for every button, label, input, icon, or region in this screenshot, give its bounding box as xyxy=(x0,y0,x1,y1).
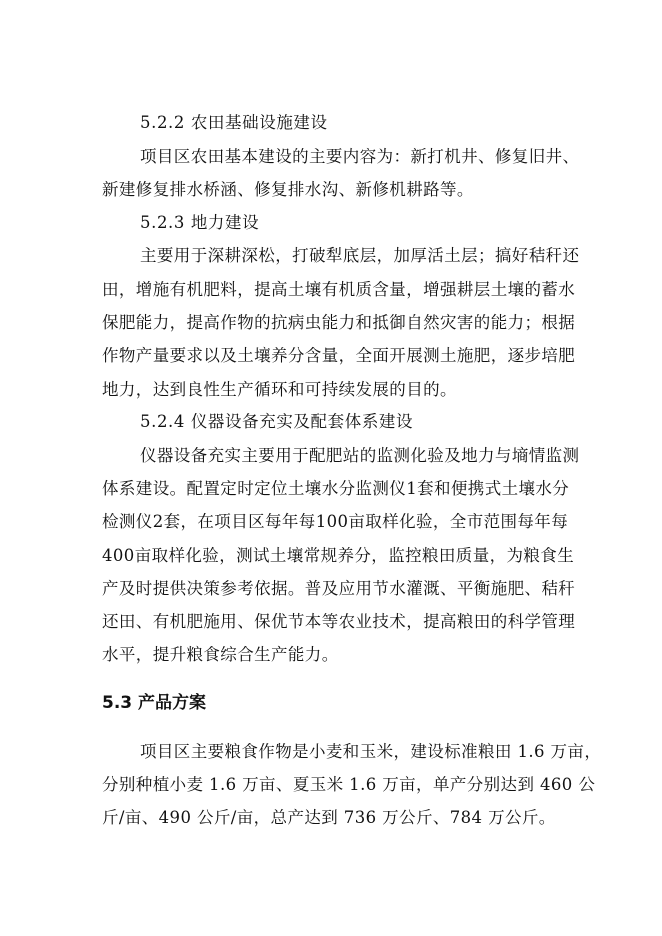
paragraph-line: 地力，达到良性生产循环和可持续发展的目的。 xyxy=(102,380,457,399)
paragraph-line: 仪器设备充实主要用于配肥站的监测化验及地力与墒情监测 xyxy=(140,446,580,465)
section-heading-5-3: 5.3 产品方案 xyxy=(102,693,207,713)
paragraph-line: 项目区主要粮食作物是小麦和玉米，建设标准粮田 1.6 万亩， xyxy=(140,742,602,761)
paragraph-line: 田，增施有机肥料，提高土壤有机质含量，增强耕层土壤的蓄水 xyxy=(102,280,576,299)
paragraph-line: 主要用于深耕深松，打破犁底层，加厚活土层；搞好秸秆还 xyxy=(140,246,580,265)
paragraph-line: 产及时提供决策参考依据。普及应用节水灌溉、平衡施肥、秸秆 xyxy=(102,579,576,598)
paragraph-line: 体系建设。配置定时定位土壤水分监测仪1套和便携式土壤水分 xyxy=(102,479,570,498)
subsection-heading-5-2-2: 5.2.2 农田基础设施建设 xyxy=(140,113,328,132)
subsection-heading-5-2-4: 5.2.4 仪器设备充实及配套体系建设 xyxy=(140,412,414,431)
paragraph-line: 检测仪2套，在项目区每年每100亩取样化验，全市范围每年每 xyxy=(102,512,569,531)
paragraph-line: 400亩取样化验，测试土壤常规养分，监控粮田质量，为粮食生 xyxy=(102,546,575,565)
paragraph-line: 斤/亩、490 公斤/亩，总产达到 736 万公斤、784 万公斤。 xyxy=(102,808,556,827)
paragraph-line: 分别种植小麦 1.6 万亩、夏玉米 1.6 万亩，单产分别达到 460 公 xyxy=(102,775,596,794)
paragraph-line: 水平，提升粮食综合生产能力。 xyxy=(102,645,339,664)
paragraph-line: 还田、有机肥施用、保优节本等农业技术，提高粮田的科学管理 xyxy=(102,612,576,631)
paragraph-line: 新建修复排水桥涵、修复排水沟、新修机耕路等。 xyxy=(102,180,474,199)
paragraph-line: 项目区农田基本建设的主要内容为：新打机井、修复旧井、 xyxy=(140,147,580,166)
subsection-heading-5-2-3: 5.2.3 地力建设 xyxy=(140,213,260,232)
paragraph-line: 保肥能力，提高作物的抗病虫能力和抵御自然灾害的能力；根据 xyxy=(102,313,576,332)
paragraph-line: 作物产量要求以及土壤养分含量，全面开展测土施肥，逐步培肥 xyxy=(102,346,576,365)
